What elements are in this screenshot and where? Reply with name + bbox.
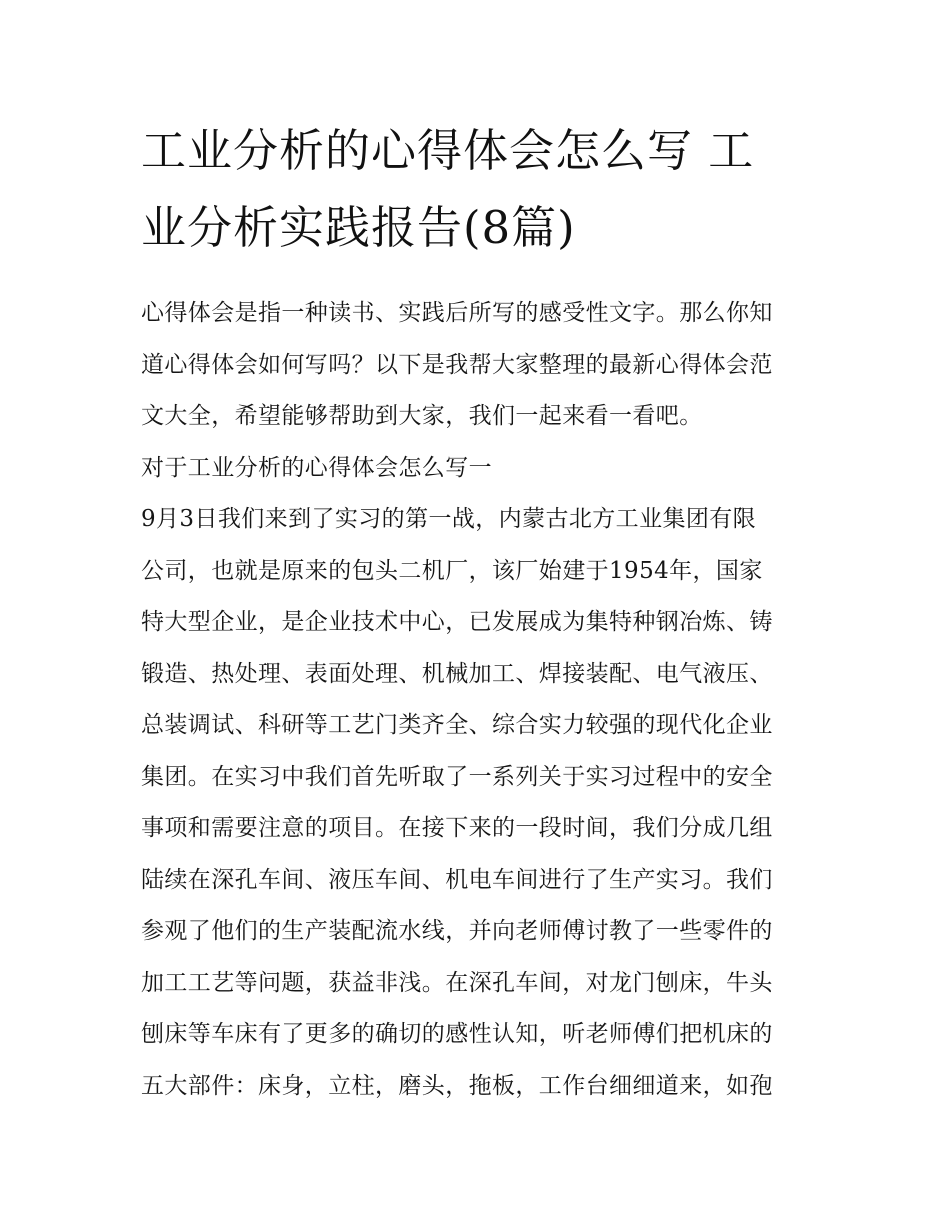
body-text-line: 公司，也就是原来的包头二机厂，该厂始建于1954年，国家: [141, 557, 763, 584]
body-text-line: 集团。在实习中我们首先听取了一系列关于实习过程中的安全: [141, 763, 773, 790]
body-text-line: 总装调试、科研等工艺门类齐全、综合实力较强的现代化企业: [141, 712, 773, 738]
body-text-line: 特大型企业，是企业技术中心，已发展成为集特种钢冶炼、铸: [141, 609, 773, 635]
document-title: [141, 112, 811, 266]
body-text-line: 参观了他们的生产装配流水线，并向老师傅讨教了一些零件的: [141, 918, 773, 944]
body-text-line: 心得体会是指一种读书、实践后所写的感受性文字。那么你知: [141, 300, 773, 326]
body-text-line: 陆续在深孔车间、液压车间、机电车间进行了生产实习。我们: [141, 866, 773, 893]
body-text-line: 9月3日我们来到了实习的第一战，内蒙古北方工业集团有限: [141, 506, 757, 532]
body-text-line: 事项和需要注意的项目。在接下来的一段时间，我们分成几组: [141, 815, 773, 841]
body-text-line: 五大部件：床身，立柱，磨头，拖板，工作台细细道来，如孢: [141, 1072, 773, 1099]
title-line: 工业分析的心得体会怎么写 工: [141, 124, 755, 177]
body-text-line: 加工工艺等问题，获益非浅。在深孔车间，对龙门刨床，牛头: [141, 969, 773, 996]
title-line: 业分析实践报告(8篇): [141, 201, 576, 254]
document-content: [141, 112, 811, 1112]
document-body: [141, 288, 811, 1112]
section-heading: 对于工业分析的心得体会怎么写一: [141, 454, 492, 481]
body-text-line: 文大全，希望能够帮助到大家，我们一起来看一看吧。: [141, 403, 703, 429]
body-text-line: 锻造、热处理、表面处理、机械加工、焊接装配、电气液压、: [141, 660, 773, 687]
body-text-line: 刨床等车床有了更多的确切的感性认知，听老师傅们把机床的: [141, 1021, 773, 1047]
body-text-line: 道心得体会如何写吗？以下是我帮大家整理的最新心得体会范: [141, 351, 773, 378]
